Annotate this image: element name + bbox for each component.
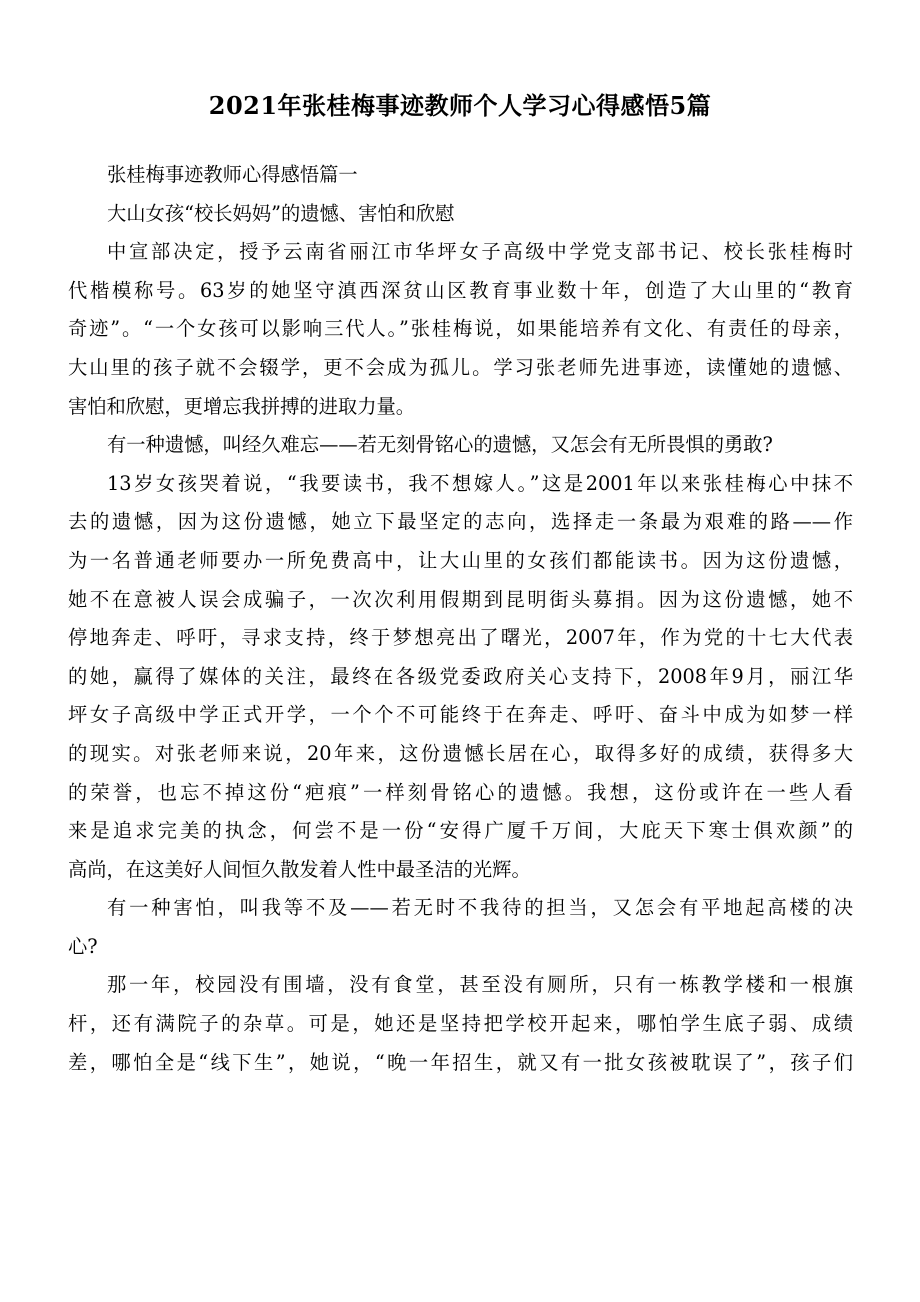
paragraph-line: 大山女孩“校长妈妈”的遗憾、害怕和欣慰 [107, 201, 455, 225]
paragraph-line: 代楷模称号。63岁的她坚守滇西深贫山区教育事业数十年，创造了大山里的“教育 [68, 278, 853, 302]
paragraph-line: 中宣部决定，授予云南省丽江市华坪女子高级中学党支部书记、校长张桂梅时 [107, 240, 853, 264]
paragraph-line: 的现实。对张老师来说，20年来，这份遗憾长居在心，取得多好的成绩，获得多大 [68, 741, 853, 765]
paragraph-line: 张桂梅事迹教师心得感悟篇一 [107, 163, 358, 186]
paragraph-line: 来是追求完美的执念，何尝不是一份“安得广厦千万间，大庇天下寒士俱欢颜”的 [68, 819, 853, 843]
paragraph-line: 停地奔走、呼吁，寻求支持，终于梦想亮出了曙光，2007年，作为党的十七大代表 [68, 626, 853, 650]
paragraph-line: 奇迹”。“一个女孩可以影响三代人。”张桂梅说，如果能培养有文化、有责任的母亲， [68, 317, 853, 341]
paragraph-line: 的荣誉，也忘不掉这份“疤痕”一样刻骨铭心的遗憾。我想，这份或许在一些人看 [68, 780, 853, 804]
paragraph-line: 那一年，校园没有围墙，没有食堂，甚至没有厕所，只有一栋教学楼和一根旗 [107, 973, 853, 997]
document-title: 2021年张桂梅事迹教师个人学习心得感悟5篇 [208, 91, 712, 120]
paragraph-line: 坪女子高级中学正式开学，一个个不可能终于在奔走、呼吁、奋斗中成为如梦一样 [68, 703, 853, 727]
paragraph-line: 心? [68, 934, 98, 958]
paragraph-line: 的她，赢得了媒体的关注，最终在各级党委政府关心支持下，2008年9月，丽江华 [68, 664, 853, 688]
paragraph-line: 差，哪怕全是“线下生”，她说，“晚一年招生，就又有一批女孩被耽误了”，孩子们 [68, 1050, 853, 1074]
paragraph-line: 13岁女孩哭着说，“我要读书，我不想嫁人。”这是2001年以来张桂梅心中抹不 [107, 471, 853, 495]
paragraph-line: 害怕和欣慰，更增忘我拼搏的进取力量。 [68, 394, 416, 418]
paragraph-line: 杆，还有满院子的杂草。可是，她还是坚持把学校开起来，哪怕学生底子弱、成绩 [68, 1012, 853, 1036]
paragraph-line: 有一种害怕，叫我等不及——若无时不我待的担当，又怎会有平地起高楼的决 [107, 896, 853, 920]
paragraph-line: 去的遗憾，因为这份遗憾，她立下最坚定的志向，选择走一条最为艰难的路——作 [68, 510, 853, 534]
paragraph-line: 大山里的孩子就不会辍学，更不会成为孤儿。学习张老师先进事迹，读懂她的遗憾、 [68, 355, 853, 379]
paragraph-line: 为一名普通老师要办一所免费高中，让大山里的女孩们都能读书。因为这份遗憾， [68, 548, 853, 572]
paragraph-line: 有一种遗憾，叫经久难忘——若无刻骨铭心的遗憾，又怎会有无所畏惧的勇敢? [107, 433, 773, 457]
paragraph-line: 高尚，在这美好人间恒久散发着人性中最圣洁的光辉。 [68, 857, 531, 881]
paragraph-line: 她不在意被人误会成骗子，一次次利用假期到昆明街头募捐。因为这份遗憾，她不 [68, 587, 853, 611]
document-body [68, 156, 853, 1082]
